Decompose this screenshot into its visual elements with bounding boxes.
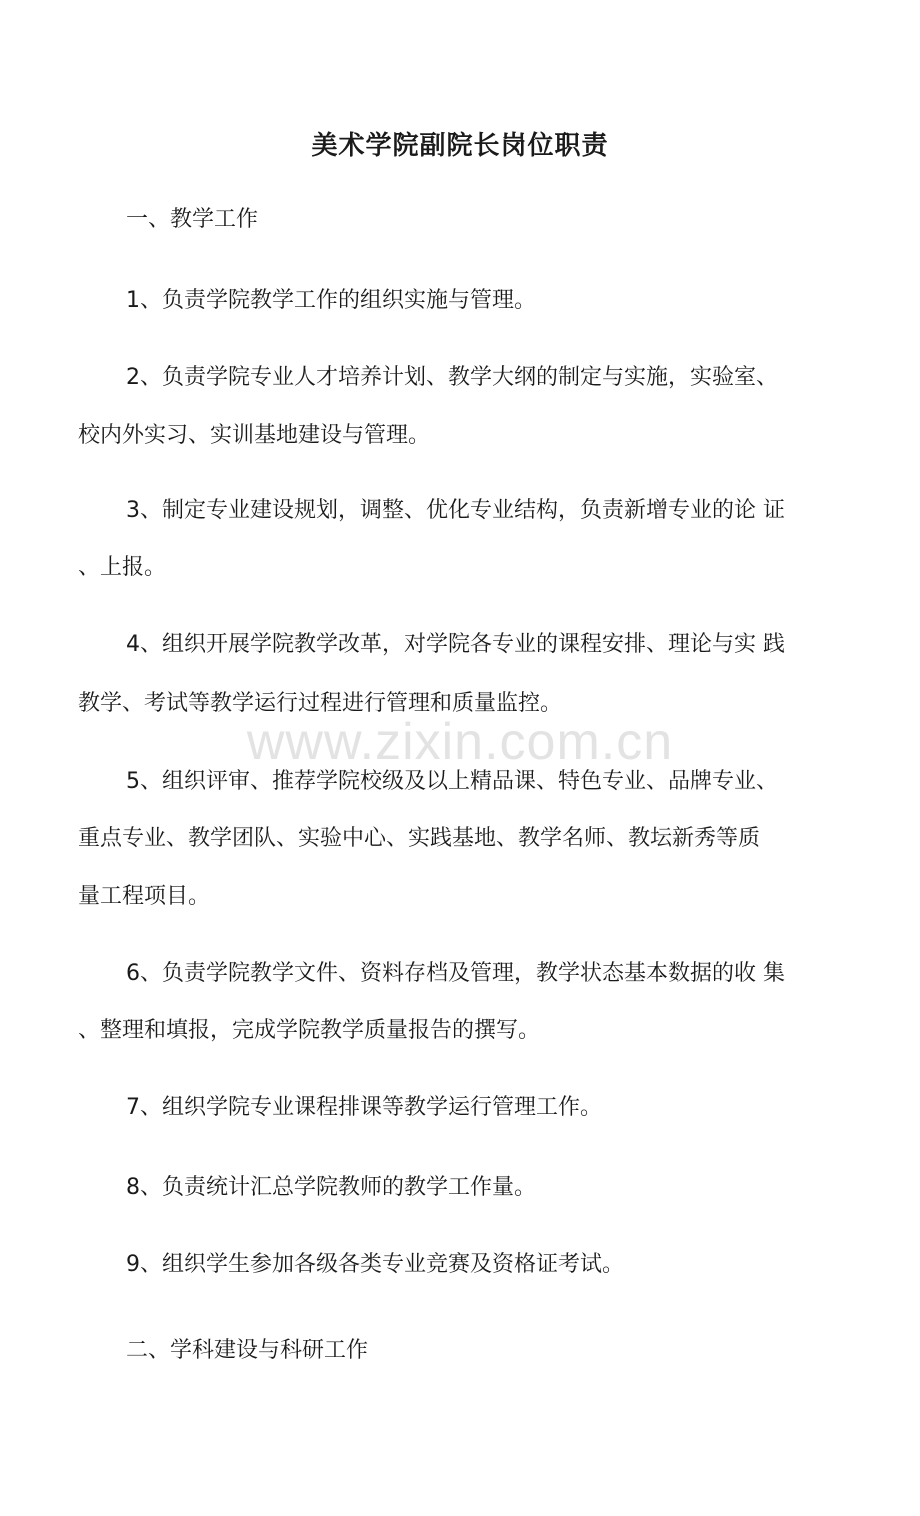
paragraph-item-4-line-1: 4、组织开展学院教学改革，对学院各专业的课程安排、理论与实 践	[126, 632, 785, 657]
paragraph-item-1: 1、负责学院教学工作的组织实施与管理。	[126, 288, 536, 313]
paragraph-item-4-line-2: 教学、考试等教学运行过程进行管理和质量监控。	[78, 691, 563, 716]
paragraph-item-6-line-1: 6、负责学院教学文件、资料存档及管理，教学状态基本数据的收 集	[126, 961, 785, 986]
paragraph-item-7: 7、组织学院专业课程排课等教学运行管理工作。	[126, 1095, 602, 1120]
section-heading-teaching: 一、教学工作	[126, 207, 259, 232]
section-heading-research: 二、学科建设与科研工作	[126, 1338, 369, 1363]
paragraph-item-2-line-1: 2、负责学院专业人才培养计划、教学大纲的制定与实施，实验室、	[126, 365, 778, 390]
paragraph-item-6-line-2: 、整理和填报，完成学院教学质量报告的撰写。	[78, 1018, 541, 1043]
watermark: www.zixin.com.cn	[246, 713, 674, 771]
paragraph-item-5-line-1: 5、组织评审、推荐学院校级及以上精品课、特色专业、品牌专业、	[126, 769, 778, 794]
paragraph-item-2-line-2: 校内外实习、实训基地建设与管理。	[78, 423, 431, 448]
paragraph-item-3-line-2: 、上报。	[78, 555, 167, 580]
document-title: 美术学院副院长岗位职责	[311, 131, 609, 161]
paragraph-item-8: 8、负责统计汇总学院教师的教学工作量。	[126, 1175, 536, 1200]
paragraph-item-5-line-3: 量工程项目。	[78, 884, 211, 909]
paragraph-item-5-line-2: 重点专业、教学团队、实验中心、实践基地、教学名师、教坛新秀等质	[78, 826, 761, 851]
paragraph-item-3-line-1: 3、制定专业建设规划，调整、优化专业结构，负责新增专业的论 证	[126, 498, 785, 523]
paragraph-item-9: 9、组织学生参加各级各类专业竞赛及资格证考试。	[126, 1252, 624, 1277]
